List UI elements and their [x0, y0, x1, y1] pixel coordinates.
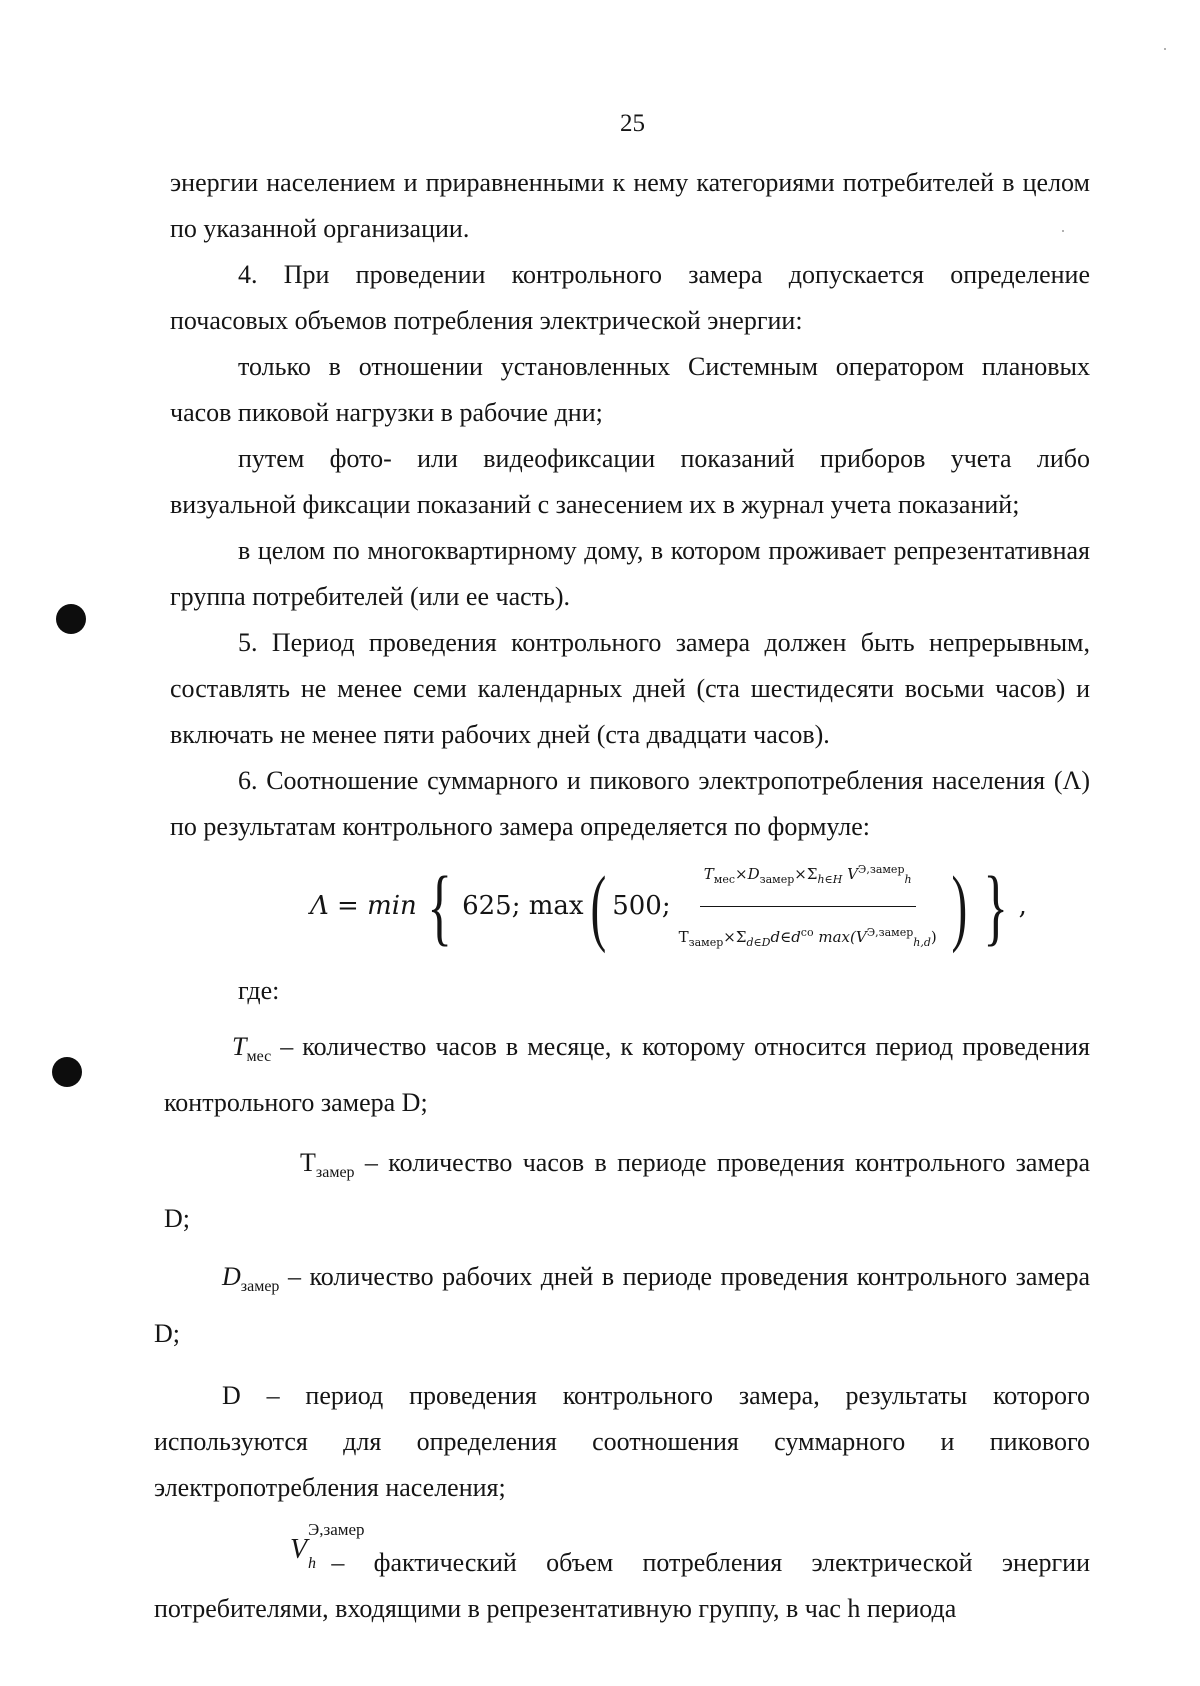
paragraph-continuation: энергии населением и приравненными к нему категориями потребителей в целом по указанной организации. [170, 168, 1090, 243]
definition-v [154, 1519, 1090, 1632]
paragraph-peak-hours: только в отношении установленных Системным оператором плановых часов пиковой нагрузки в рабочие дни; [170, 352, 1090, 427]
definition-t-zamer [164, 1140, 1090, 1242]
paragraph-apartment-building: в целом по многоквартирному дому, в котором проживает репрезентативная группа потребителей (или ее часть). [170, 536, 1090, 611]
formula-second-arg: 500; [612, 891, 671, 921]
formula-first-arg: 625; max [462, 891, 584, 921]
formula-numerator: $T_{мес}\times D_{замер}\times\Sigma_{h\in H}$ $V^{Э,замер}_h$ [700, 847, 916, 907]
definition-t-mes-text: – количество часов в месяце, к которому относится период проведения контрольного замера D; [164, 1032, 1090, 1118]
definition-v-text: – фактический объем потребления электрической энергии потребителями, входящими в репрезентативную группу, в час h периода [154, 1547, 1090, 1623]
formula-denominator: $T_{замер}\times\Sigma_{d\in D}d\in d^{со}$ $\max(V^{Э,замер}_{h,d})$ [678, 925, 937, 949]
definition-d: D – период проведения контрольного замера, результаты которого используются для определения соотношения суммарного и пикового электропотребления населения; [154, 1380, 1090, 1502]
paragraph-item-5: 5. Период проведения контрольного замера должен быть непрерывным, составлять не менее семи календарных дней (ста шестидесяти восьми часов) и включать не менее пяти рабочих дней (ста двадцати часов). [170, 628, 1090, 749]
definition-d-zamer [154, 1254, 1090, 1356]
symbol-t-mes: $T_{мес}$ [232, 1032, 272, 1066]
formula-open-brace: { [427, 858, 452, 954]
symbol-t-zamer: $T_{замер}$ [300, 1148, 355, 1182]
formula-close-brace: } [983, 858, 1009, 954]
formula-close-paren: ) [951, 858, 967, 954]
punch-hole-bottom [52, 1057, 82, 1087]
paragraph-photo-fixation: путем фото- или видеофиксации показаний приборов учета либо визуальной фиксации показаний с занесением их в журнал учета показаний; [170, 444, 1090, 519]
paragraph-item-4: 4. При проведении контрольного замера допускается определение почасовых объемов потребления электрической энергии: [170, 260, 1090, 335]
definition-d-zamer-text: – количество рабочих дней в периоде проведения контрольного замера D; [154, 1262, 1090, 1348]
page-number: 25 [620, 110, 645, 137]
scan-speck [1164, 48, 1166, 50]
formula-open-paren: ( [590, 858, 606, 954]
formula-lhs: Λ = min [310, 891, 417, 921]
formula-tail: , [1018, 891, 1027, 921]
formula-lambda [310, 852, 1090, 960]
paragraph-item-6: 6. Соотношение суммарного и пикового электропотребления населения (Λ) по результатам контрольного замера определяется по формуле: [170, 766, 1090, 841]
symbol-d-zamer: $D_{замер}$ [222, 1262, 280, 1296]
punch-hole-top [56, 604, 86, 634]
definition-t-mes [164, 1024, 1090, 1126]
formula-fraction [675, 847, 941, 966]
where-label: где: [238, 976, 280, 1005]
symbol-v-h: V Э,замер h [290, 1519, 365, 1572]
document-body [154, 160, 1091, 1632]
definition-t-zamer-text: – количество часов в периоде проведения контрольного замера D; [164, 1148, 1091, 1234]
